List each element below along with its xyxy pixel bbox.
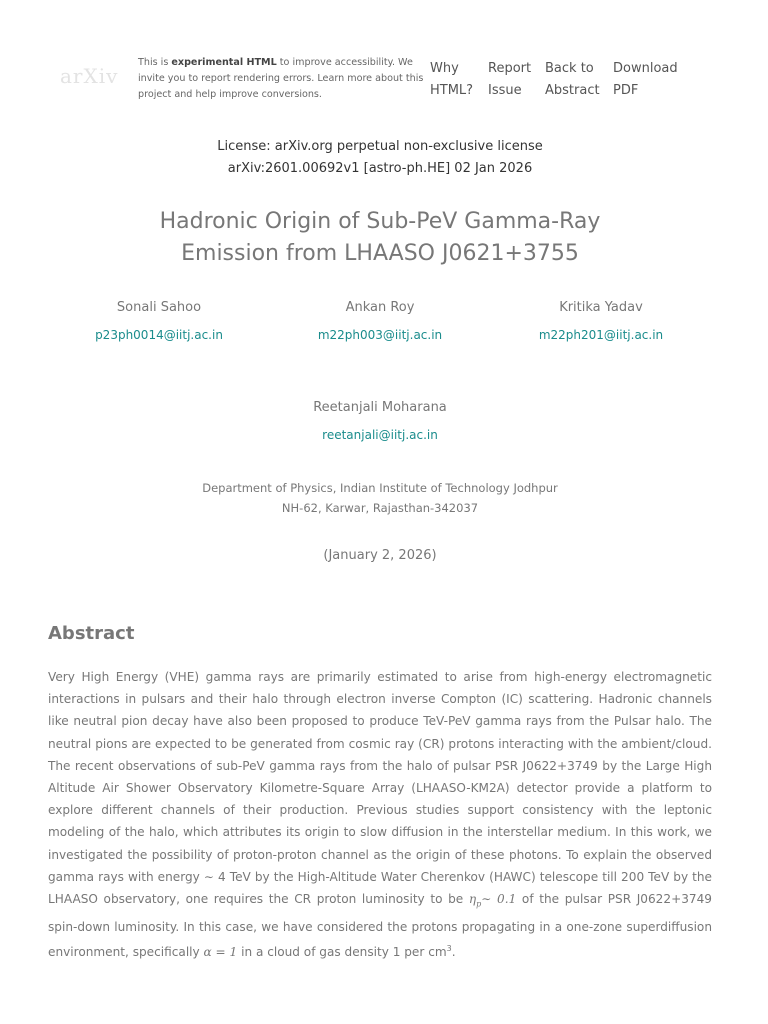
license-line: License: arXiv.org perpetual non-exclusive license (217, 139, 543, 154)
math-eta: η (468, 892, 477, 907)
author-name: Reetanjali Moharana (313, 400, 447, 415)
affiliation-line-1: Department of Physics, Indian Institute of Technology Jodhpur (202, 481, 558, 495)
abstract-text-part: in a cloud of gas density 1 per cm (237, 944, 447, 959)
affiliation-line-2: NH-62, Karwar, Rajasthan-342037 (281, 501, 479, 515)
author-block (280, 400, 480, 442)
abstract-heading: Abstract (48, 623, 135, 644)
author-block (59, 300, 259, 342)
nav-why-html-link[interactable] (430, 58, 473, 102)
author-block (280, 300, 480, 342)
author-block (501, 300, 701, 342)
notice-bold: experimental HTML (171, 57, 277, 68)
header-banner (0, 0, 768, 120)
abstract-text-part: . (451, 944, 456, 959)
nav-back-line2[interactable]: Abstract (545, 83, 600, 98)
math-eta-sub: p (476, 899, 482, 909)
math-sim: ∼ (203, 869, 214, 884)
nav-pdf-line1[interactable]: Download (613, 61, 678, 76)
experimental-html-notice (138, 55, 428, 103)
math-eta-p (468, 892, 482, 909)
notice-suffix[interactable]: to improve accessibility. We invite you to report rendering errors. Learn more about this project and help improve conversions. (138, 57, 424, 100)
math-approx-value: ∼ 0.1 (481, 892, 517, 907)
nav-report-issue-link[interactable] (488, 58, 531, 102)
nav-download-pdf-link[interactable] (613, 58, 678, 102)
abstract-text (48, 666, 712, 963)
abstract-text-part: 4 TeV by the High-Altitude Water Cherenkov (HAWC) telescope till 200 TeV by the LHAASO observatory, one requires the CR proton luminosity to be (48, 869, 712, 907)
author-email-link[interactable]: m22ph003@iitj.ac.in (317, 328, 443, 342)
nav-report-line2[interactable]: Issue (488, 83, 522, 98)
notice-prefix: This is (138, 57, 172, 68)
author-email-link[interactable]: m22ph201@iitj.ac.in (538, 328, 664, 342)
nav-why-line1[interactable]: Why (430, 61, 459, 76)
nav-report-line1[interactable]: Report (488, 61, 532, 76)
author-name: Kritika Yadav (559, 300, 643, 315)
nav-back-to-abstract-link[interactable] (545, 58, 600, 102)
abstract-text-part: of the pulsar PSR J0622+3749 spin-down luminosity. In this case, we have considered the protons propagating in a one-zone superdiffusion environment, specifically (48, 892, 712, 959)
nav-why-line2[interactable]: HTML? (430, 83, 474, 98)
author-name: Ankan Roy (345, 300, 415, 315)
paper-title: Hadronic Origin of Sub-PeV Gamma-Ray Emission from LHAASO J0621+3755 (159, 209, 601, 266)
author-email-link[interactable]: p23ph0014@iitj.ac.in (95, 328, 223, 342)
nav-pdf-line2[interactable]: PDF (613, 83, 639, 98)
superscript-three: 3 (446, 943, 452, 953)
nav-back-line1[interactable]: Back to (545, 61, 594, 76)
math-alpha: α = 1 (203, 944, 238, 959)
paper-date: (January 2, 2026) (323, 548, 437, 563)
arxiv-id-line: arXiv:2601.00692v1 [astro-ph.HE] 02 Jan 2026 (227, 161, 533, 176)
author-email-link[interactable]: reetanjali@iitj.ac.in (322, 428, 438, 442)
arxiv-logo[interactable]: arXiv (60, 64, 119, 88)
author-name: Sonali Sahoo (116, 300, 202, 315)
abstract-text-part: Very High Energy (VHE) gamma rays are primarily estimated to arise from high-energy electromagnetic interactions in pulsars and their halo through electron inverse Compton (IC) scattering. Hadronic channels like neutral pion decay have also been proposed to produce TeV-PeV gamma rays from the Pulsar halo. The neutral pions are expected to be generated from cosmic ray (CR) protons interacting with the ambient/cloud. The recent observations of sub-PeV gamma rays from the halo of pulsar PSR J0622+3749 by the Large High Altitude Air Shower Observatory Kilometre-Square Array (LHAASO-KM2A) detector provide a platform to explore different channels of their production. Previous studies support consistency with the leptonic modeling of the halo, which attributes its origin to slow diffusion in the interstellar medium. In this work, we investigated the possibility of proton-proton channel as the origin of these photons. To explain the observed gamma rays with energy (48, 670, 712, 884)
